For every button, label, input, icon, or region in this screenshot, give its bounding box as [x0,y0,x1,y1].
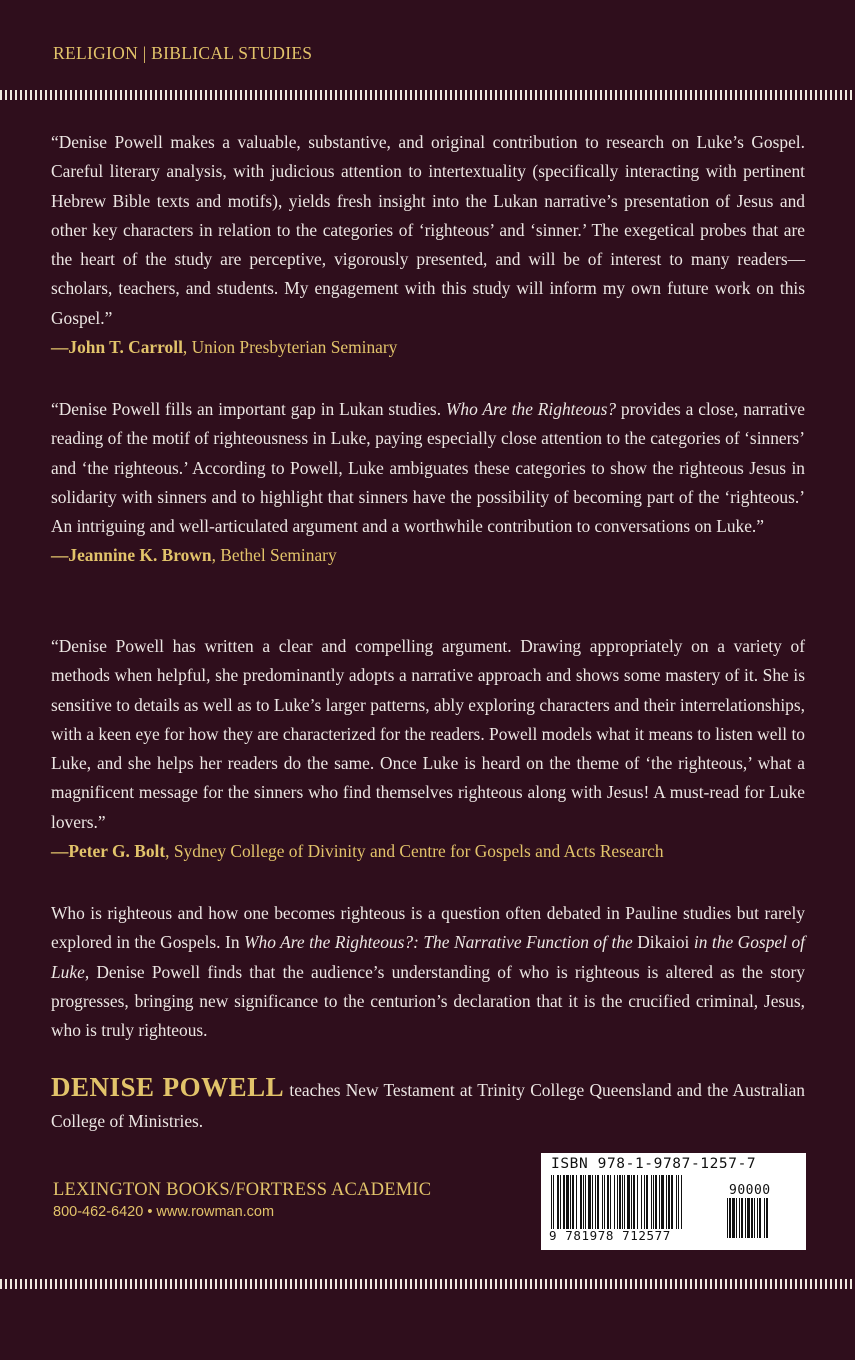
barcode-bar [607,1175,609,1229]
barcode-bar [751,1198,753,1238]
barcode-bar [739,1198,740,1238]
bottom-divider [0,1279,855,1289]
barcode-bar [681,1175,682,1229]
barcode-bar [588,1175,591,1229]
endorser-name: —Jeannine K. Brown [51,545,212,566]
isbn-barcode [541,1153,806,1250]
barcode-bar [576,1175,577,1229]
barcode-bar [570,1175,571,1229]
barcode-bar [551,1175,552,1229]
barcode-bar [668,1175,670,1229]
barcode-bar [602,1175,603,1229]
endorsement-attribution [51,333,805,362]
book-title-italic: Who Are the Righteous? [445,399,617,419]
barcode-bar [622,1175,623,1229]
barcode-bar [736,1198,737,1238]
barcode-bar [560,1175,561,1229]
barcode-bar [553,1175,554,1229]
endorser-name: —John T. Carroll [51,337,183,358]
barcode-bar [653,1175,654,1229]
addon-barcode-bars [727,1198,791,1238]
barcode-bar [595,1175,596,1229]
isbn-number: ISBN 978-1-9787-1257-7 [551,1156,757,1172]
barcode-bar [729,1198,731,1238]
author-bio [51,1072,805,1137]
barcode-bar [631,1175,632,1229]
barcode-bar [666,1175,667,1229]
endorsement-3 [51,632,805,866]
endorsement-text: “Denise Powell makes a valuable, substantive, and original contribution to research on Luke’s Gospel. Careful literary analysis, with judicious attention to intertextuality (specifically interacting with pertinent Hebrew Bible texts and motifs), yields fresh insight into the Lukan narrative’s presentation of Jesus and other key characters in relation to the categories of ‘righteous’ and ‘sinner.’ The exegetical probes that are the heart of the study are perceptive, vigorously presented, and will be of interest to many readers—scholars, teachers, and students. My engagement with this study will inform my own future work on this Gospel.” [51,132,805,328]
barcode-bar [585,1175,586,1229]
endorsement-text: “Denise Powell has written a clear and compelling argument. Drawing appropriately on a variety of methods when helpful, she predominantly adopts a narrative approach and shows some mastery of it. She is sensitive to details as well as to Luke’s larger patterns, ably exploring characters and their interrelationships, with a keen eye for how they are characterized for the readers. Powell models what it means to listen well to Luke, and she helps her readers do the same. Once Luke is heard on the theme of ‘the righteous,’ what a magnificent message for the sinners who find themselves righteous along with Jesus! A must-read for Luke lovers.” [51,636,805,832]
barcode-bar [580,1175,582,1229]
top-divider [0,90,855,100]
publisher-name: LEXINGTON BOOKS/FORTRESS ACADEMIC [53,1180,432,1200]
ean-digits: 9 781978 712577 [549,1228,671,1243]
barcode-bar [732,1198,735,1238]
barcode-bar [614,1175,615,1229]
barcode-bar [644,1175,645,1229]
barcode-bar [592,1175,593,1229]
barcode-bar [764,1198,765,1238]
barcode-bar [566,1175,569,1229]
barcode-bar [727,1198,728,1238]
barcode-bar [766,1198,768,1238]
barcode-bars [551,1175,723,1229]
barcode-bar [741,1198,743,1238]
barcode-bar [655,1175,657,1229]
barcode-bar [641,1175,642,1229]
barcode-bar [661,1175,664,1229]
publisher-info [53,1180,431,1220]
barcode-bar [572,1175,574,1229]
endorser-affiliation: , Sydney College of Divinity and Centre for Gospels and Acts Research [165,841,664,862]
category-label: RELIGION | BIBLICAL STUDIES [53,43,313,63]
barcode-bar [671,1175,673,1229]
endorsement-2 [51,395,805,571]
barcode-bar [619,1175,621,1229]
barcode-bar [754,1198,755,1238]
barcode-bar [563,1175,565,1229]
endorser-name: —Peter G. Bolt [51,841,166,862]
book-description: Who is righteous and how one becomes righteous is a question often debated in Pauline studies but rarely explored in the Gospels. In Who Are the Righteous?: The Narrative Function of the Dikaioi in the Gospel of Luke, Denise Powell finds that the audience’s understanding of who is righteous is altered as the story progresses, bringing new significance to the centurion’s declaration that it is the crucified criminal, Jesus, who is truly righteous. [51,903,805,1041]
barcode-bar [678,1175,679,1229]
price-code: 90000 [729,1183,771,1198]
barcode-bar [627,1175,630,1229]
endorsement-attribution [51,837,805,866]
barcode-bar [597,1175,599,1229]
barcode-bar [633,1175,635,1229]
barcode-bar [637,1175,638,1229]
author-bio-text: teaches New Testament at Trinity College Queensland and the Australian College of Ministries. [51,1080,806,1131]
endorser-affiliation: , Bethel Seminary [211,545,337,566]
endorsement-text: “Denise Powell fills an important gap in Lukan studies. Who Are the Righteous? provides a close, narrative reading of the motif of righteousness in Luke, paying especially close attention to the categories of ‘sinners’ and ‘the righteous.’ According to Powell, Luke ambiguates these categories to show the righteous Jesus in solidarity with sinners and to highlight that sinners have the possibility of becoming part of the ‘righteous.’ An intriguing and well-articulated argument and a worthwhile contribution to conversations on Luke.” [51,399,805,537]
barcode-bar [759,1198,761,1238]
barcode-bar [747,1198,750,1238]
barcode-bar [617,1175,618,1229]
barcode-bar [659,1175,660,1229]
barcode-bar [610,1175,611,1229]
barcode-bar [624,1175,625,1229]
author-name: DENISE POWELL [51,1072,285,1102]
barcode-bar [583,1175,584,1229]
endorser-affiliation: , Union Presbyterian Seminary [182,337,398,358]
barcode-bar [745,1198,746,1238]
barcode-bar [557,1175,559,1229]
barcode-bar [604,1175,605,1229]
barcode-bar [646,1175,648,1229]
endorsement-1 [51,128,805,362]
publisher-contact: 800-462-6420 • www.rowman.com [53,1204,275,1220]
barcode-bar [676,1175,677,1229]
barcode-bar [757,1198,758,1238]
barcode-bar [651,1175,652,1229]
endorsement-attribution [51,541,805,570]
